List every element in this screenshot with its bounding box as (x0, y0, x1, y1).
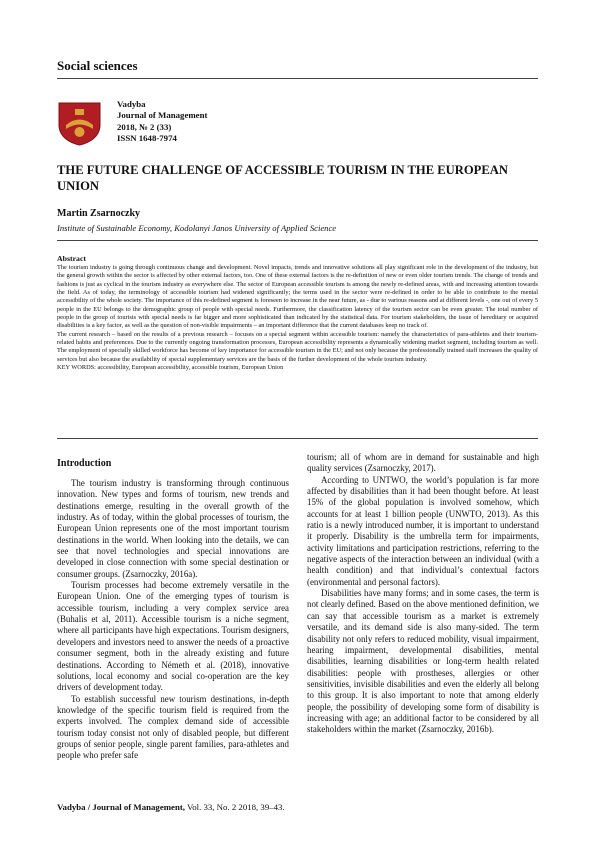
body-paragraph: To establish successful new tourism destinations, in-depth knowledge of the specific tourism field is required from the experts involved. The complex demand side of accessible tourism today consist not only of disabled people, but different groups of senior people, single parent families, para-athletes and people who prefer safe (57, 693, 289, 761)
section-heading: Introduction (57, 458, 112, 469)
journal-logo (57, 101, 102, 146)
author-affiliation: Institute of Sustainable Economy, Kodolanyi Janos University of Applied Science (57, 223, 337, 233)
author-name: Martin Zsarnoczky (57, 208, 141, 219)
abstract-bottom-rule (57, 438, 538, 439)
page-footer (57, 802, 285, 812)
paper-title: THE FUTURE CHALLENGE OF ACCESSIBLE TOURISM IN THE EUROPEAN UNION (57, 163, 508, 193)
footer-journal: Vadyba / Journal of Management, (57, 802, 185, 812)
body-paragraph: Disabilities have many forms; and in some cases, the term is not clearly defined. Based on the above mentioned definition, we can say that accessible tourism as a market is extremely versatile, and its demand side is also many-sided. The term disability not only refers to reduced mobility, visual impairment, hearing impairment, developmental disabilities, mental disabilities, learning disabilities or long-term health related disabilities: people with prostheses, allergies or other sensitivities, invisible disabilities and even the elderly all belong to this group. It is also important to note that among elderly people, the possibility of developing some form of disability is increasing with age; an additional factor to be considered by all stakeholders within the market (Zsarnoczky, 2016b). (307, 588, 539, 735)
abstract-paragraph: The tourism industry is going through continuous change and development. Novel impacts, trends and innovative solutions all play significant role in the development of the industry, but the general growth within the sector is affected by other external factors, too. One of these external factors is the re-definition of new or even older tourism trends. The change of trends and fashions is just as cyclical in the tourism industry as everywhere else. The sector of European accessible tourism is among the newly re-defined areas, with and increasing attention towards the field. As of today, the terminology of accessible tourism had widened significantly; the terms used in the sector were re-defined in order to be able to contribute to the mental accessibility of the whole society. The importance of this re-defined segment is foreseen to increase in the near future, as - due to various reasons and at different levels -, one out of every 5 people in the EU belongs to the demographic group of people with special needs. Furthermore, the classification latency of the tourism sector can be even greater. The total number of people in the group of tourists with special needs is far bigger and more sophisticated than indicated by the statistical data. For tourism stakeholders, the issue of hereditary or acquired disabilities is a key factor, as well as the question of non-visible impairments – an important difference that the current databases keep no track of. (57, 264, 538, 330)
abstract-top-rule (57, 240, 538, 241)
right-column (307, 452, 539, 736)
body-paragraph: The tourism industry is transforming through continuous innovation. New types and forms of tourism, new trends and destinations emerge, resulting in the overall growth of the industry. As of today, within the global processes of tourism, the European Union represents one of the most important tourism destinations in the world. When looking into the details, we can see that novel technologies and special innovations are developed in close connection with some special destination or consumer groups. (Zsarnoczky, 2016a). (57, 478, 289, 579)
abstract-block (57, 254, 538, 372)
body-paragraph: According to UNTWO, the world’s population is far more affected by disabilities than it had been thought before. At least 15% of the global population is involved somehow, which accounts for at least 1 billion people (UNWTO, 2013). As this ratio is a newly introduced number, it is important to understand it properly. Disability is the umbrella term for impairments, activity limitations and participation restrictions, referring to the negative aspects of the interaction between an individual (with a health condition) and that individual’s contextual factors (environmental and personal factors). (307, 474, 539, 587)
journal-name: Vadyba (117, 99, 146, 109)
abstract-paragraph: The current research – based on the results of a previous research – focuses on a special segment within accessible tourism: namely the characteristics of para-athletes and their tourism-related habits and preferences. Due to the currently ongoing transformation processes, European accessibility represents a dynamically widening market segment, including tourism as well. The employment of specially skilled workforce has become of key importance for accessible tourism in the EU; and not only because the professionally trained staff increases the quality of services but also because the availability of special supplementary services are the basis of the further development of the whole tourism industry. (57, 330, 538, 363)
body-paragraph: tourism; all of whom are in demand for sustainable and high quality services (Zsarnoczky, 2017). (307, 452, 539, 474)
abstract-heading: Abstract (57, 254, 87, 263)
journal-subtitle: Journal of Management (117, 110, 208, 121)
body-paragraph: Tourism processes had become extremely versatile in the European Union. One of the emerging types of tourism is accessible tourism, including a very complex service area (Buhalis et al, 2011). Accessible tourism is a niche segment, where all participants have high expectations. Tourism designers, developers and investors need to answer the needs of a proactive consumer segment, both in the already existing and future destinations. According to Németh et al. (2018), innovative solutions, local economy and social co-operation are the key drivers of development today. (57, 580, 289, 693)
shield-icon (57, 101, 102, 146)
journal-issue: 2018, № 2 (33) (117, 121, 172, 132)
journal-info (117, 99, 207, 145)
left-column (57, 478, 289, 762)
keywords: KEY WORDS: accessibility, European accessibility, accessible tourism, European Union (57, 364, 284, 372)
journal-issn: ISSN 1648-7974 (117, 133, 177, 144)
section-label: Social sciences (57, 58, 138, 73)
footer-citation: Vol. 33, No. 2 2018, 39–43. (184, 802, 285, 812)
top-rule (57, 78, 538, 79)
